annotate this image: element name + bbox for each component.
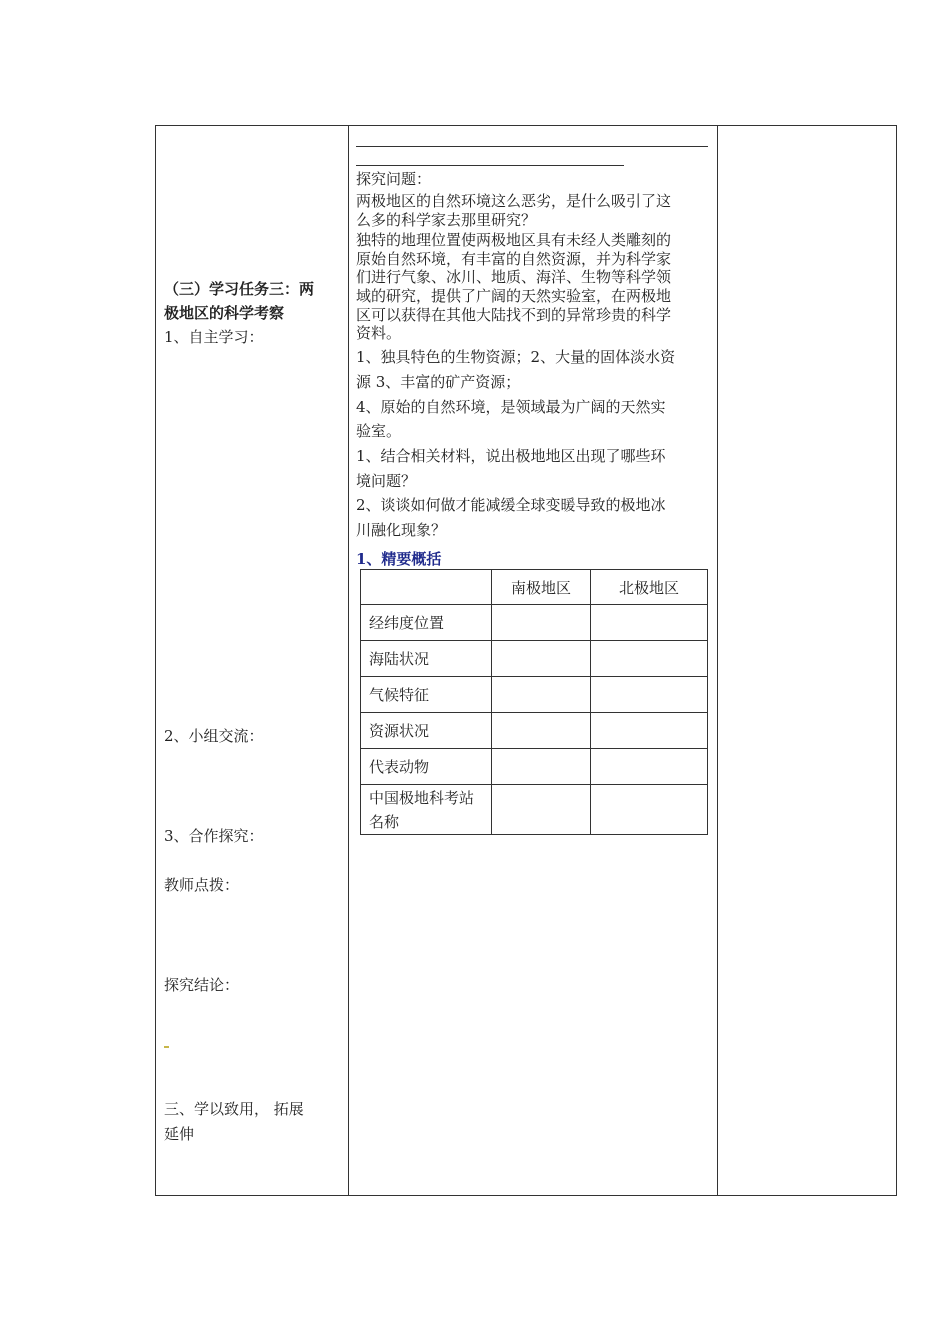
table-row: [361, 641, 708, 677]
table-row: [361, 713, 708, 749]
task-title-line1: （三）学习任务三：两: [164, 280, 315, 298]
answer-line: 独特的地理位置使两极地区具有未经人类雕刻的: [356, 231, 672, 249]
table-row: [361, 677, 708, 713]
table-cell[interactable]: [492, 713, 591, 749]
table-row-label: 经纬度位置: [361, 605, 492, 641]
table-row: [361, 785, 708, 835]
table-row-label: 海陆状况: [361, 641, 492, 677]
answer-line: 资料。: [356, 324, 402, 342]
question-line2: 么多的科学家去那里研究？: [356, 211, 537, 229]
summary-table: [360, 569, 708, 835]
teacher-guidance: 教师点拨：: [164, 876, 240, 894]
table-cell[interactable]: [492, 785, 591, 835]
small-mark: [164, 1046, 169, 1048]
table-cell[interactable]: [492, 749, 591, 785]
table-cell[interactable]: [591, 749, 708, 785]
table-header-cell: [361, 570, 492, 605]
table-cell[interactable]: [591, 713, 708, 749]
middle-column: [349, 125, 718, 1196]
answer-line-1: [356, 146, 708, 147]
point-line: 1、结合相关材料，说出极地地区出现了哪些环: [356, 447, 666, 465]
table-cell[interactable]: [492, 605, 591, 641]
table-row: [361, 749, 708, 785]
table-header-row: [361, 570, 708, 605]
table-header-cell: 北极地区: [591, 570, 708, 605]
section-three-line2: 延伸: [164, 1125, 195, 1143]
summary-title: 1、精要概括: [356, 550, 442, 568]
table-cell[interactable]: [591, 605, 708, 641]
point-line: 1、独具特色的生物资源；2、大量的固体淡水资: [356, 348, 676, 366]
point-line: 境问题？: [356, 472, 417, 490]
left-column: [155, 125, 349, 1196]
table-cell[interactable]: [492, 641, 591, 677]
answer-line: 们进行气象、冰川、地质、海洋、生物等科学领: [356, 268, 672, 286]
table-row-label: 代表动物: [361, 749, 492, 785]
question-line1: 两极地区的自然环境这么恶劣，是什么吸引了这: [356, 192, 672, 210]
answer-line-2: [356, 165, 624, 166]
point-line: 2、谈谈如何做才能减缓全球变暖导致的极地冰: [356, 496, 666, 514]
point-line: 源 3、丰富的矿产资源；: [356, 373, 521, 391]
right-column: [718, 125, 897, 1196]
step-self-study: 1、自主学习：: [164, 328, 264, 346]
point-line: 川融化现象？: [356, 521, 447, 539]
table-row-label: 资源状况: [361, 713, 492, 749]
answer-line: 域的研究，提供了广阔的天然实验室，在两极地: [356, 287, 672, 305]
answer-line: 区可以获得在其他大陆找不到的异常珍贵的科学: [356, 306, 672, 324]
step-group-discussion: 2、小组交流：: [164, 727, 264, 745]
point-line: 4、原始的自然环境，是领域最为广阔的天然实: [356, 398, 666, 416]
table-cell[interactable]: [591, 785, 708, 835]
inquiry-label: 探究问题：: [356, 170, 432, 188]
table-row-label: 气候特征: [361, 677, 492, 713]
task-title-line2: 极地区的科学考察: [164, 304, 285, 322]
table-header-cell: 南极地区: [492, 570, 591, 605]
table-cell[interactable]: [591, 677, 708, 713]
table-row: [361, 605, 708, 641]
table-cell[interactable]: [591, 641, 708, 677]
point-line: 验室。: [356, 422, 402, 440]
inquiry-conclusion: 探究结论：: [164, 976, 240, 994]
table-cell[interactable]: [492, 677, 591, 713]
table-row-label: 中国极地科考站名称: [361, 785, 492, 835]
answer-line: 原始自然环境，有丰富的自然资源，并为科学家: [356, 250, 672, 268]
section-three-line1: 三、学以致用， 拓展: [164, 1100, 304, 1118]
step-cooperative-inquiry: 3、合作探究：: [164, 827, 264, 845]
